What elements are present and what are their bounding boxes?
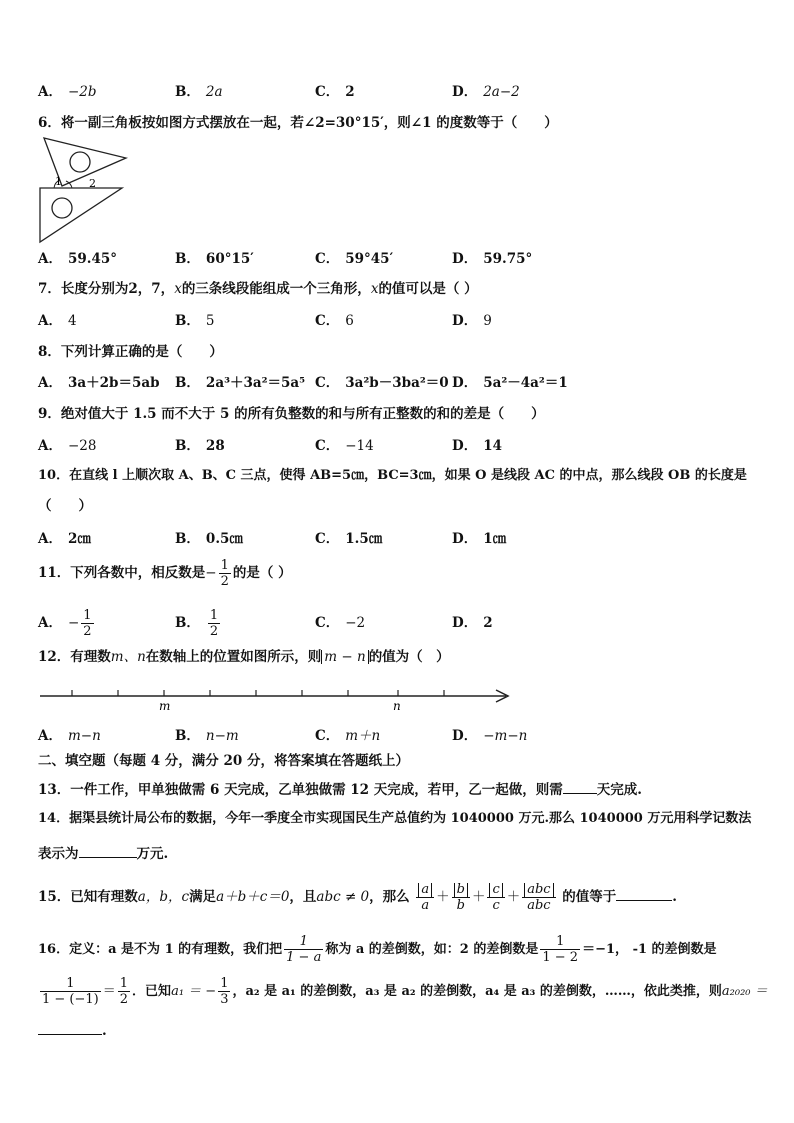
q5-option-c: C． 2: [315, 84, 355, 100]
q14-stem: 14．据渠县统计局公布的数据，今年一季度全市实现国民生产总值约为 1040000 万元.那么 1040000 万元用科学记数法: [38, 811, 752, 826]
q11-option-b: B． $\frac{1}{2}$: [175, 608, 219, 639]
q9-option-c: C． −14: [315, 438, 374, 454]
q8-option-d: D． 5a²－4a²＝1: [452, 375, 568, 391]
q10-option-c: C． 1.5㎝: [315, 531, 383, 547]
q8-option-b: B． 2a³＋3a²＝5a⁵: [175, 375, 306, 391]
q12-option-d: D． −m−n: [452, 728, 528, 744]
q5-option-b: B． 2a: [175, 84, 223, 100]
q15-stem: 15．已知有理数a，b，c满足a＋b＋c＝0，且abc ≠ 0，那么 $\frac{a}{a}$ ＋ $\frac{b}{b}$ ＋ $\frac{c}{c}$ ＋ $\frac{\text{abc}}{\text{abc}}$ 的值等于 .: [38, 882, 677, 913]
q13-answer-blank[interactable]: [563, 779, 597, 794]
bottom-set-square: [40, 188, 122, 242]
q11-fraction: $\frac{1}{2}$: [220, 558, 229, 589]
q16-answer-blank[interactable]: [38, 1020, 102, 1035]
q16-stem: 16．定义：a 是不为 1 的有理数，我们把 $\frac{1}{1 - a}$ 称为 a 的差倒数，如：2 的差倒数是 $\frac{1}{1 - 2}$ ＝−1， -1 的差倒数是: [38, 934, 717, 965]
q7-options: [38, 311, 758, 331]
q13-stem: 13．一件工作，甲单独做需 6 天完成，乙单独做需 12 天完成，若甲，乙一起做，则需 天完成.: [38, 779, 642, 799]
q16-example2-fraction: $\frac{1}{1 - (-1)}$: [42, 976, 99, 1007]
q9-options: [38, 436, 758, 456]
top-hole: [70, 152, 90, 172]
q10-stem-line2: （ ）: [38, 498, 92, 514]
q15-frac-a: $\frac{a}{a}$: [416, 882, 434, 913]
q7-stem: 7．长度分别为2，7，x的三条线段能组成一个三角形，x的值可以是（ ）: [38, 281, 478, 297]
q8-stem: 8．下列计算正确的是（ ）: [38, 344, 223, 360]
q10-option-a: A． 2㎝: [38, 531, 91, 547]
q5-options: [38, 82, 758, 102]
q7-option-d: D． 9: [452, 313, 492, 329]
q12-option-a: A． m−n: [38, 728, 101, 744]
q6-triangle-figure: [38, 136, 130, 244]
q6-option-d: D． 59.75°: [452, 251, 533, 267]
q8-option-c: C． 3a²b－3ba²＝0: [315, 375, 449, 391]
label-n: n: [393, 699, 401, 713]
q9-stem: 9．绝对值大于 1.5 而不大于 5 的所有负整数的和与所有正整数的和的差是（ ）: [38, 406, 545, 422]
q5-option-a: A． −2b: [38, 84, 97, 100]
q8-options: [38, 373, 758, 393]
q10-stem: 10．在直线 l 上顺次取 A、B、C 三点，使得 AB=5㎝，BC=3㎝，如果 O 是线段 AC 的中点，那么线段 OB 的长度是: [38, 468, 747, 483]
q6-option-a: A． 59.45°: [38, 251, 118, 267]
section-2-heading: 二、填空题（每题 4 分，满分 20 分，将答案填在答题纸上）: [38, 753, 409, 769]
q11-options: [38, 606, 758, 640]
q8-option-a: A． 3a＋2b＝5ab: [38, 375, 160, 391]
q15-frac-c: $\frac{c}{c}$: [487, 882, 504, 913]
q7-option-c: C． 6: [315, 313, 354, 329]
angle-1-label: 1: [55, 175, 62, 188]
q11-option-c: C． −2: [315, 615, 366, 631]
q9-option-d: D． 14: [452, 438, 503, 454]
q10-option-d: D． 1㎝: [452, 531, 507, 547]
q9-option-b: B． 28: [175, 438, 225, 454]
q16-def-fraction: $\frac{1}{1 - a}$: [286, 934, 322, 965]
q10-option-b: B． 0.5㎝: [175, 531, 243, 547]
q15-answer-blank[interactable]: [616, 886, 672, 901]
q12-stem: 12．有理数m、n在数轴上的位置如图所示，则 m − n 的值为（ ）: [38, 649, 450, 665]
q11-stem: 11．下列各数中，相反数是− $\frac{1}{2}$ 的是（ ）: [38, 558, 292, 589]
q6-stem: 6．将一副三角板按如图方式摆放在一起，若∠2=30°15′，则∠1 的度数等于（ ）: [38, 115, 558, 131]
q16-stem-line2: $\frac{1}{1 - (-1)}$ ＝ $\frac{1}{2}$ ．已知a₁ ＝ − $\frac{1}{3}$ ，a₂ 是 a₁ 的差倒数，a₃ 是 a₂ 的差倒数，a₄ 是 a₃ 的差倒数，……，依此类推，则a₂₀₂₀ ＝: [42, 976, 768, 1007]
q5-option-d: D． 2a−2: [452, 84, 520, 100]
q15-frac-abc: $\frac{\text{abc}}{\text{abc}}$: [522, 882, 555, 913]
number-line-ticks: [72, 690, 444, 696]
angle-2-label: 2: [89, 177, 96, 190]
q11-option-d: D． 2: [452, 615, 493, 631]
q12-option-c: C． m＋n: [315, 728, 381, 744]
label-m: m: [159, 699, 171, 713]
q7-option-a: A． 4: [38, 313, 77, 329]
q6-option-b: B． 60°15′: [175, 251, 254, 267]
q12-number-line: [38, 684, 513, 714]
bottom-hole: [52, 198, 72, 218]
q12-option-b: B． n−m: [175, 728, 239, 744]
q16-answer-line: .: [38, 1020, 107, 1040]
q6-options: [38, 249, 758, 269]
q15-frac-b: $\frac{b}{b}$: [452, 882, 470, 913]
q16-example-fraction: $\frac{1}{1 - 2}$: [542, 934, 579, 965]
q10-options: [38, 529, 758, 549]
q9-option-a: A． −28: [38, 438, 97, 454]
q12-options: [38, 726, 758, 746]
q14-answer-blank[interactable]: [79, 843, 137, 858]
q6-option-c: C． 59°45′: [315, 251, 394, 267]
q11-option-a: A． − $\frac{1}{2}$: [38, 608, 92, 639]
q14-stem-line2: 表示为 万元.: [38, 843, 168, 863]
q7-option-b: B． 5: [175, 313, 215, 329]
